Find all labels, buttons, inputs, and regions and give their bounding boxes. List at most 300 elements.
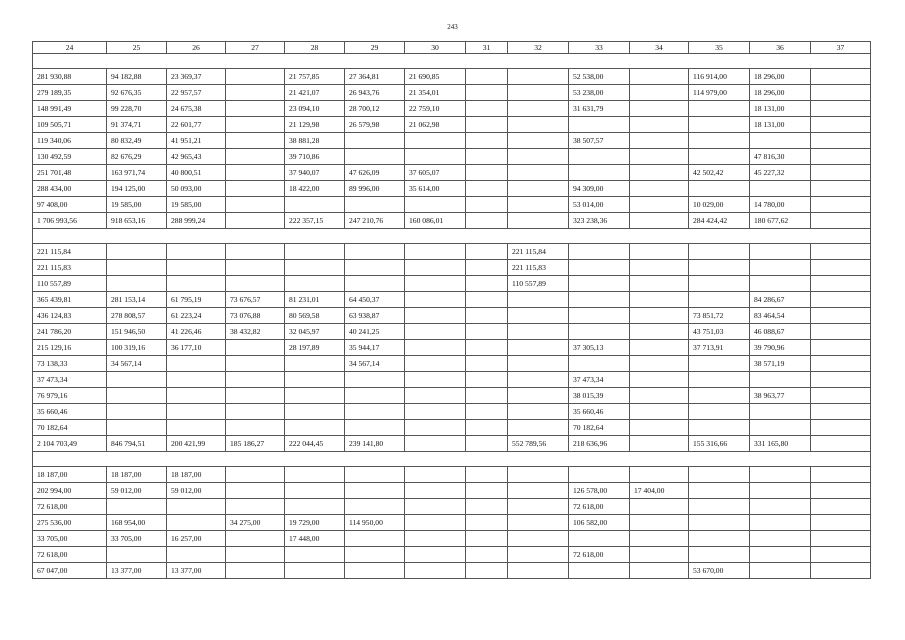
table-cell xyxy=(466,324,508,340)
table-cell xyxy=(226,467,285,483)
table-cell: 47 626,09 xyxy=(345,165,405,181)
table-cell xyxy=(630,244,689,260)
table-cell: 18 187,00 xyxy=(167,467,226,483)
table-cell xyxy=(811,340,871,356)
table-cell xyxy=(811,181,871,197)
table-cell: 126 578,00 xyxy=(569,483,630,499)
table-cell xyxy=(107,547,167,563)
table-row xyxy=(33,563,871,579)
section-spacer xyxy=(33,54,871,69)
table-cell xyxy=(630,547,689,563)
table-cell xyxy=(569,117,630,133)
table-cell xyxy=(405,547,466,563)
table-cell xyxy=(630,308,689,324)
table-cell: 221 115,83 xyxy=(33,260,107,276)
table-cell xyxy=(750,499,811,515)
table-cell: 70 182,64 xyxy=(33,420,107,436)
table-cell: 23 094,10 xyxy=(285,101,345,117)
table-cell xyxy=(630,292,689,308)
table-cell xyxy=(405,149,466,165)
table-cell: 33 705,00 xyxy=(107,531,167,547)
table-cell: 846 794,51 xyxy=(107,436,167,452)
table-cell xyxy=(405,260,466,276)
table-cell: 21 354,01 xyxy=(405,85,466,101)
table-cell: 43 751,03 xyxy=(689,324,750,340)
table-cell xyxy=(569,531,630,547)
table-cell xyxy=(226,213,285,229)
table-row xyxy=(33,515,871,531)
table-cell xyxy=(508,467,569,483)
table-cell xyxy=(750,260,811,276)
table-cell: 239 141,80 xyxy=(345,436,405,452)
table-cell xyxy=(107,244,167,260)
table-cell xyxy=(630,515,689,531)
table-cell xyxy=(345,483,405,499)
table-cell xyxy=(508,547,569,563)
table-cell xyxy=(811,515,871,531)
column-header: 31 xyxy=(466,42,508,54)
table-cell: 155 316,66 xyxy=(689,436,750,452)
table-cell xyxy=(405,515,466,531)
table-cell: 70 182,64 xyxy=(569,420,630,436)
table-cell: 91 374,71 xyxy=(107,117,167,133)
table-cell xyxy=(508,149,569,165)
table-row xyxy=(33,133,871,149)
table-cell: 32 045,97 xyxy=(285,324,345,340)
table-cell xyxy=(508,181,569,197)
table-cell: 50 093,00 xyxy=(167,181,226,197)
table-cell xyxy=(466,101,508,117)
table-cell: 13 377,00 xyxy=(167,563,226,579)
table-cell: 35 944,17 xyxy=(345,340,405,356)
table-cell: 151 946,50 xyxy=(107,324,167,340)
table-cell xyxy=(630,388,689,404)
table-cell xyxy=(569,467,630,483)
table-cell xyxy=(508,372,569,388)
table-cell: 31 631,79 xyxy=(569,101,630,117)
table-row xyxy=(33,547,871,563)
table-cell xyxy=(569,324,630,340)
table-cell xyxy=(285,547,345,563)
table-cell xyxy=(285,276,345,292)
table-cell: 61 223,24 xyxy=(167,308,226,324)
table-cell: 21 129,98 xyxy=(285,117,345,133)
table-cell: 35 614,00 xyxy=(405,181,466,197)
table-cell: 18 422,00 xyxy=(285,181,345,197)
section-spacer xyxy=(33,229,871,244)
table-cell: 221 115,84 xyxy=(508,244,569,260)
table-cell xyxy=(689,149,750,165)
table-cell xyxy=(811,324,871,340)
table-cell xyxy=(226,260,285,276)
table-cell xyxy=(750,563,811,579)
table-cell: 81 231,01 xyxy=(285,292,345,308)
table-cell xyxy=(107,372,167,388)
table-cell: 73 851,72 xyxy=(689,308,750,324)
table-cell xyxy=(285,372,345,388)
table-cell xyxy=(345,149,405,165)
table-cell: 10 029,00 xyxy=(689,197,750,213)
table-cell xyxy=(508,292,569,308)
table-cell: 28 700,12 xyxy=(345,101,405,117)
table-cell: 14 780,00 xyxy=(750,197,811,213)
table-cell xyxy=(285,404,345,420)
table-cell xyxy=(689,531,750,547)
table-cell: 72 618,00 xyxy=(569,499,630,515)
table-cell xyxy=(466,69,508,85)
table-cell xyxy=(689,388,750,404)
table-cell: 323 238,36 xyxy=(569,213,630,229)
table-cell: 18 131,00 xyxy=(750,101,811,117)
table-cell xyxy=(811,467,871,483)
table-cell xyxy=(466,117,508,133)
column-header: 36 xyxy=(750,42,811,54)
column-header: 37 xyxy=(811,42,871,54)
table-cell xyxy=(345,420,405,436)
table-cell: 18 187,00 xyxy=(107,467,167,483)
table-cell xyxy=(811,213,871,229)
table-cell: 80 832,49 xyxy=(107,133,167,149)
table-cell xyxy=(167,515,226,531)
table-cell xyxy=(405,483,466,499)
table-cell: 41 951,21 xyxy=(167,133,226,149)
table-cell xyxy=(508,213,569,229)
table-cell xyxy=(689,244,750,260)
table-cell xyxy=(226,547,285,563)
table-cell: 38 507,57 xyxy=(569,133,630,149)
table-cell: 275 536,00 xyxy=(33,515,107,531)
table-cell xyxy=(811,85,871,101)
table-body xyxy=(33,54,871,579)
column-header: 24 xyxy=(33,42,107,54)
table-cell xyxy=(466,499,508,515)
table-cell: 26 579,98 xyxy=(345,117,405,133)
table-cell: 331 165,80 xyxy=(750,436,811,452)
table-cell: 185 186,27 xyxy=(226,436,285,452)
table-cell: 63 938,87 xyxy=(345,308,405,324)
table-cell xyxy=(226,372,285,388)
table-cell: 37 473,34 xyxy=(33,372,107,388)
table-cell: 26 943,76 xyxy=(345,85,405,101)
table-cell: 59 012,00 xyxy=(107,483,167,499)
table-row xyxy=(33,260,871,276)
table-cell xyxy=(466,563,508,579)
table-cell xyxy=(508,499,569,515)
table-cell xyxy=(811,276,871,292)
table-cell xyxy=(107,420,167,436)
table-cell xyxy=(508,515,569,531)
table-cell xyxy=(345,372,405,388)
table-row xyxy=(33,165,871,181)
table-cell: 34 275,00 xyxy=(226,515,285,531)
table-cell: 194 125,00 xyxy=(107,181,167,197)
table-cell xyxy=(811,563,871,579)
data-table xyxy=(32,41,871,579)
table-cell xyxy=(689,499,750,515)
table-cell xyxy=(569,308,630,324)
table-cell xyxy=(569,292,630,308)
table-cell xyxy=(405,467,466,483)
table-cell xyxy=(811,101,871,117)
table-cell xyxy=(630,372,689,388)
table-row xyxy=(33,467,871,483)
table-cell xyxy=(405,499,466,515)
table-cell: 72 618,00 xyxy=(33,547,107,563)
table-cell xyxy=(811,531,871,547)
table-cell xyxy=(630,356,689,372)
table-cell xyxy=(689,181,750,197)
table-cell xyxy=(285,467,345,483)
table-cell: 281 153,14 xyxy=(107,292,167,308)
table-cell xyxy=(405,324,466,340)
table-cell xyxy=(167,276,226,292)
table-cell xyxy=(466,340,508,356)
table-cell xyxy=(285,197,345,213)
table-cell xyxy=(405,244,466,260)
table-cell xyxy=(630,149,689,165)
table-cell xyxy=(569,563,630,579)
table-cell: 67 047,00 xyxy=(33,563,107,579)
table-cell xyxy=(226,499,285,515)
table-cell xyxy=(285,499,345,515)
table-cell: 13 377,00 xyxy=(107,563,167,579)
table-row xyxy=(33,436,871,452)
column-header: 28 xyxy=(285,42,345,54)
table-cell: 19 585,00 xyxy=(167,197,226,213)
table-cell xyxy=(750,133,811,149)
table-cell xyxy=(405,356,466,372)
table-cell: 114 950,00 xyxy=(345,515,405,531)
table-cell xyxy=(689,133,750,149)
table-cell: 17 448,00 xyxy=(285,531,345,547)
table-cell: 18 296,00 xyxy=(750,69,811,85)
table-cell: 34 567,14 xyxy=(107,356,167,372)
table-row xyxy=(33,197,871,213)
table-cell: 53 014,00 xyxy=(569,197,630,213)
table-cell xyxy=(466,515,508,531)
table-cell: 40 800,51 xyxy=(167,165,226,181)
table-cell xyxy=(345,499,405,515)
table-cell xyxy=(569,356,630,372)
table-cell: 288 434,00 xyxy=(33,181,107,197)
table-cell xyxy=(466,244,508,260)
table-row xyxy=(33,181,871,197)
table-cell: 18 296,00 xyxy=(750,85,811,101)
table-cell xyxy=(508,133,569,149)
table-cell: 41 226,46 xyxy=(167,324,226,340)
table-cell: 16 257,00 xyxy=(167,531,226,547)
table-cell xyxy=(226,388,285,404)
table-cell: 22 759,10 xyxy=(405,101,466,117)
table-cell xyxy=(466,260,508,276)
table-cell: 61 795,19 xyxy=(167,292,226,308)
table-cell xyxy=(630,531,689,547)
table-cell xyxy=(285,260,345,276)
table-cell: 38 571,19 xyxy=(750,356,811,372)
table-cell xyxy=(345,244,405,260)
table-cell: 365 439,81 xyxy=(33,292,107,308)
table-cell: 37 940,07 xyxy=(285,165,345,181)
table-cell: 72 618,00 xyxy=(569,547,630,563)
table-row xyxy=(33,356,871,372)
table-row xyxy=(33,499,871,515)
table-cell xyxy=(167,388,226,404)
table-cell: 221 115,83 xyxy=(508,260,569,276)
table-cell xyxy=(689,467,750,483)
table-cell xyxy=(285,356,345,372)
table-cell xyxy=(630,276,689,292)
table-cell xyxy=(345,404,405,420)
table-cell: 39 790,96 xyxy=(750,340,811,356)
table-cell xyxy=(750,467,811,483)
table-cell xyxy=(750,404,811,420)
table-cell xyxy=(405,276,466,292)
table-cell: 21 062,98 xyxy=(405,117,466,133)
table-cell: 82 676,29 xyxy=(107,149,167,165)
table-cell xyxy=(466,213,508,229)
table-cell: 100 319,16 xyxy=(107,340,167,356)
table-cell xyxy=(630,420,689,436)
table-cell xyxy=(167,356,226,372)
table-cell: 17 404,00 xyxy=(630,483,689,499)
table-cell xyxy=(811,308,871,324)
table-cell xyxy=(285,483,345,499)
table-cell xyxy=(508,165,569,181)
table-cell xyxy=(167,499,226,515)
page-number: 243 xyxy=(447,23,458,31)
table-cell: 222 357,15 xyxy=(285,213,345,229)
table-cell: 47 816,30 xyxy=(750,149,811,165)
table-row xyxy=(33,213,871,229)
table-cell: 247 210,76 xyxy=(345,213,405,229)
table-cell: 918 653,16 xyxy=(107,213,167,229)
table-cell xyxy=(630,133,689,149)
table-cell xyxy=(226,165,285,181)
section-spacer-row xyxy=(33,229,871,244)
table-cell: 59 012,00 xyxy=(167,483,226,499)
table-cell xyxy=(466,420,508,436)
table-cell xyxy=(811,292,871,308)
section-spacer-row xyxy=(33,54,871,69)
table-cell xyxy=(226,149,285,165)
table-cell: 202 994,00 xyxy=(33,483,107,499)
table-cell xyxy=(508,531,569,547)
table-cell xyxy=(689,356,750,372)
table-cell xyxy=(107,276,167,292)
table-cell xyxy=(689,101,750,117)
table-cell: 130 492,59 xyxy=(33,149,107,165)
table-cell: 241 786,20 xyxy=(33,324,107,340)
table-cell xyxy=(750,372,811,388)
table-cell xyxy=(466,276,508,292)
table-cell xyxy=(107,388,167,404)
table-cell: 251 701,48 xyxy=(33,165,107,181)
table-cell xyxy=(167,244,226,260)
table-cell xyxy=(811,372,871,388)
table-row xyxy=(33,69,871,85)
table-cell xyxy=(750,420,811,436)
table-cell xyxy=(689,117,750,133)
table-cell xyxy=(226,531,285,547)
table-cell xyxy=(345,531,405,547)
table-cell xyxy=(405,133,466,149)
table-cell xyxy=(226,181,285,197)
table-cell xyxy=(167,420,226,436)
table-cell xyxy=(508,483,569,499)
table-cell: 21 690,85 xyxy=(405,69,466,85)
table-cell: 19 585,00 xyxy=(107,197,167,213)
table-cell xyxy=(466,483,508,499)
table-row xyxy=(33,372,871,388)
table-cell xyxy=(811,547,871,563)
table-cell: 160 086,01 xyxy=(405,213,466,229)
table-cell xyxy=(226,356,285,372)
table-cell xyxy=(630,69,689,85)
table-cell xyxy=(508,324,569,340)
table-cell xyxy=(466,404,508,420)
table-cell xyxy=(750,547,811,563)
table-cell xyxy=(466,547,508,563)
column-header: 27 xyxy=(226,42,285,54)
table-cell xyxy=(811,117,871,133)
table-cell: 18 131,00 xyxy=(750,117,811,133)
table-cell: 42 502,42 xyxy=(689,165,750,181)
table-row xyxy=(33,244,871,260)
table-cell: 73 138,33 xyxy=(33,356,107,372)
table-cell: 28 197,89 xyxy=(285,340,345,356)
table-cell xyxy=(285,244,345,260)
table-cell: 109 505,71 xyxy=(33,117,107,133)
table-cell xyxy=(466,436,508,452)
table-cell xyxy=(405,372,466,388)
column-header: 35 xyxy=(689,42,750,54)
table-cell xyxy=(226,197,285,213)
table-cell: 278 808,57 xyxy=(107,308,167,324)
table-cell xyxy=(466,133,508,149)
table-cell xyxy=(345,388,405,404)
table-cell xyxy=(811,420,871,436)
table-cell xyxy=(630,197,689,213)
table-cell: 119 340,06 xyxy=(33,133,107,149)
table-cell xyxy=(689,515,750,531)
table-cell: 84 286,67 xyxy=(750,292,811,308)
table-cell: 180 677,62 xyxy=(750,213,811,229)
table-cell xyxy=(811,149,871,165)
table-cell: 83 464,54 xyxy=(750,308,811,324)
table-cell xyxy=(508,117,569,133)
table-cell xyxy=(345,260,405,276)
table-cell xyxy=(226,420,285,436)
table-cell: 284 424,42 xyxy=(689,213,750,229)
table-cell: 76 979,16 xyxy=(33,388,107,404)
table-cell xyxy=(689,260,750,276)
table-cell xyxy=(630,85,689,101)
table-row xyxy=(33,85,871,101)
table-cell xyxy=(811,165,871,181)
table-cell: 42 965,43 xyxy=(167,149,226,165)
column-header: 30 xyxy=(405,42,466,54)
table-cell: 64 450,37 xyxy=(345,292,405,308)
table-cell xyxy=(508,308,569,324)
table-cell: 110 557,89 xyxy=(33,276,107,292)
table-cell xyxy=(226,563,285,579)
table-cell xyxy=(689,404,750,420)
table-cell xyxy=(226,276,285,292)
table-cell: 45 227,32 xyxy=(750,165,811,181)
table-cell xyxy=(508,563,569,579)
table-row xyxy=(33,531,871,547)
table-cell xyxy=(345,467,405,483)
